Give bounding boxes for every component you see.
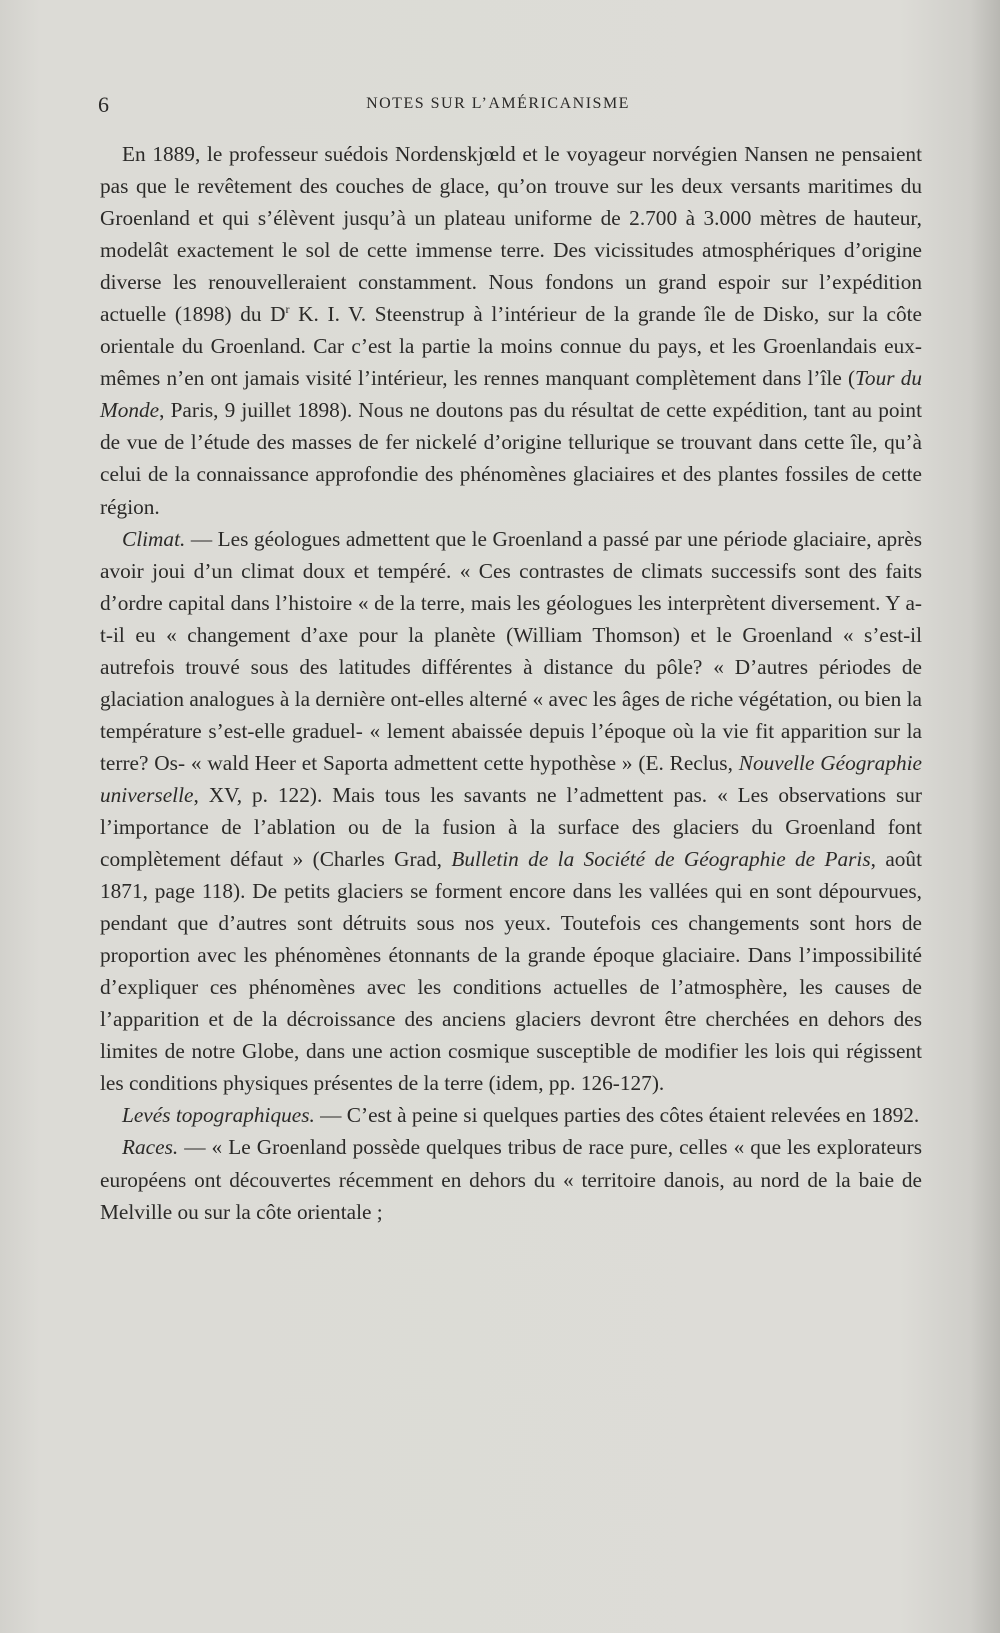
text-run: , Paris, 9 juillet 1898). Nous ne doutons pas du résultat de cette expédition, tant au point de vue de l’étude des masses de fer nickelé d’origine tellurique se trouvant dans cette île, qu’à celui de la connaissance approfondie des phénomènes glaciaires et des plantes fossiles de cette région. bbox=[100, 398, 922, 519]
paragraph-4 bbox=[100, 1131, 922, 1227]
text-run: — C’est à peine si quelques parties des côtes étaient relevées en 1892. bbox=[314, 1103, 920, 1128]
paragraph-1 bbox=[100, 138, 922, 523]
text-run: , août 1871, page 118). De petits glaciers se forment encore dans les vallées qui en sont dépourvues, pendant que d’autres sont détruits sous nos yeux. Toutefois ces changements sont hors de proportion avec les phénomènes étonnants de la grande époque glaciaire. Dans l’impossibilité d’expliquer ces phénomènes avec les conditions actuelles de l’atmosphère, les causes de l’apparition et de la décroissance des anciens glaciers devront être cherchées en dehors des limites de notre Globe, dans une action cosmique susceptible de modifier les lois qui régissent les conditions physiques présentes de la terre (idem, pp. 126-127). bbox=[100, 847, 922, 1096]
text-run: K. I. V. Steenstrup à l’intérieur de la grande île de Disko, sur la côte orientale du Groenland. Car c’est la partie la moins connue du pays, et les Groenlandais eux-mêmes n’en ont jamais visité l’intérieur, les rennes manquant complètement dans l’île ( bbox=[100, 302, 922, 391]
text-run: , XV, p. 122). Mais tous les savants ne l’admettent pas. « Les observations sur l’importance de l’ablation ou de la fusion à la surface des glaciers du Groenland font complètement défaut » (Charles Grad, bbox=[100, 782, 922, 872]
italic-text: Nouvelle Géographie universelle bbox=[100, 750, 922, 807]
italic-text: Races. bbox=[122, 1135, 179, 1160]
italic-text: Levés topographiques. bbox=[122, 1103, 315, 1128]
text-run: — « Le Groenland possède quelques tribus de race pure, celles « que les explorateurs européens ont découvertes récemment en dehors du « territoire danois, au nord de la baie de Melville ou sur la côte orientale ; bbox=[100, 1135, 922, 1224]
superscript: r bbox=[285, 302, 290, 317]
running-title: NOTES SUR L’AMÉRICANISME bbox=[366, 95, 630, 112]
running-header bbox=[98, 92, 898, 120]
paragraph-2 bbox=[100, 523, 922, 1100]
text-run: En 1889, le professeur suédois Nordenskjœld et le voyageur norvégien Nansen ne pensaient pas que le revêtement des couches de glace, qu’on trouve sur les deux versants maritimes du Groenland et qui s’élèvent jusqu’à un plateau uniforme de 2.700 à 3.000 mètres de hauteur, modelât exactement le sol de cette immense terre. Des vicissitudes atmosphériques d’origine diverse les renouvelleraient constamment. Nous fondons un grand espoir sur l’expédition actuelle (1898) du D bbox=[100, 142, 922, 327]
italic-text: Bulletin de la Société de Géographie de Paris bbox=[451, 847, 871, 872]
italic-text: Climat. bbox=[122, 526, 186, 551]
body-text bbox=[100, 138, 922, 1228]
paragraph-3 bbox=[100, 1099, 922, 1131]
italic-text: Tour du Monde bbox=[100, 366, 922, 423]
text-run: — Les géologues admettent que le Groenland a passé par une période glaciaire, après avoir joui d’un climat doux et tempéré. « Ces contrastes de climats successifs sont des faits d’ordre capital dans l’histoire « de la terre, mais les géologues les interprètent diversement. Y a-t-il eu « changement d’axe pour la planète (William Thomson) et le Groenland « s’est-il autrefois trouvé sous des latitudes différentes à distance du pôle? « D’autres périodes de glaciation analogues à la dernière ont-elles alterné « avec les âges de riche végétation, ou bien la température s’est-elle graduel- « lement abaissée depuis l’époque où la vie fit apparition sur la terre? Os- « wald Heer et Saporta admettent cette hypothèse » (E. Reclus, bbox=[100, 526, 922, 775]
page-number: 6 bbox=[98, 92, 109, 117]
